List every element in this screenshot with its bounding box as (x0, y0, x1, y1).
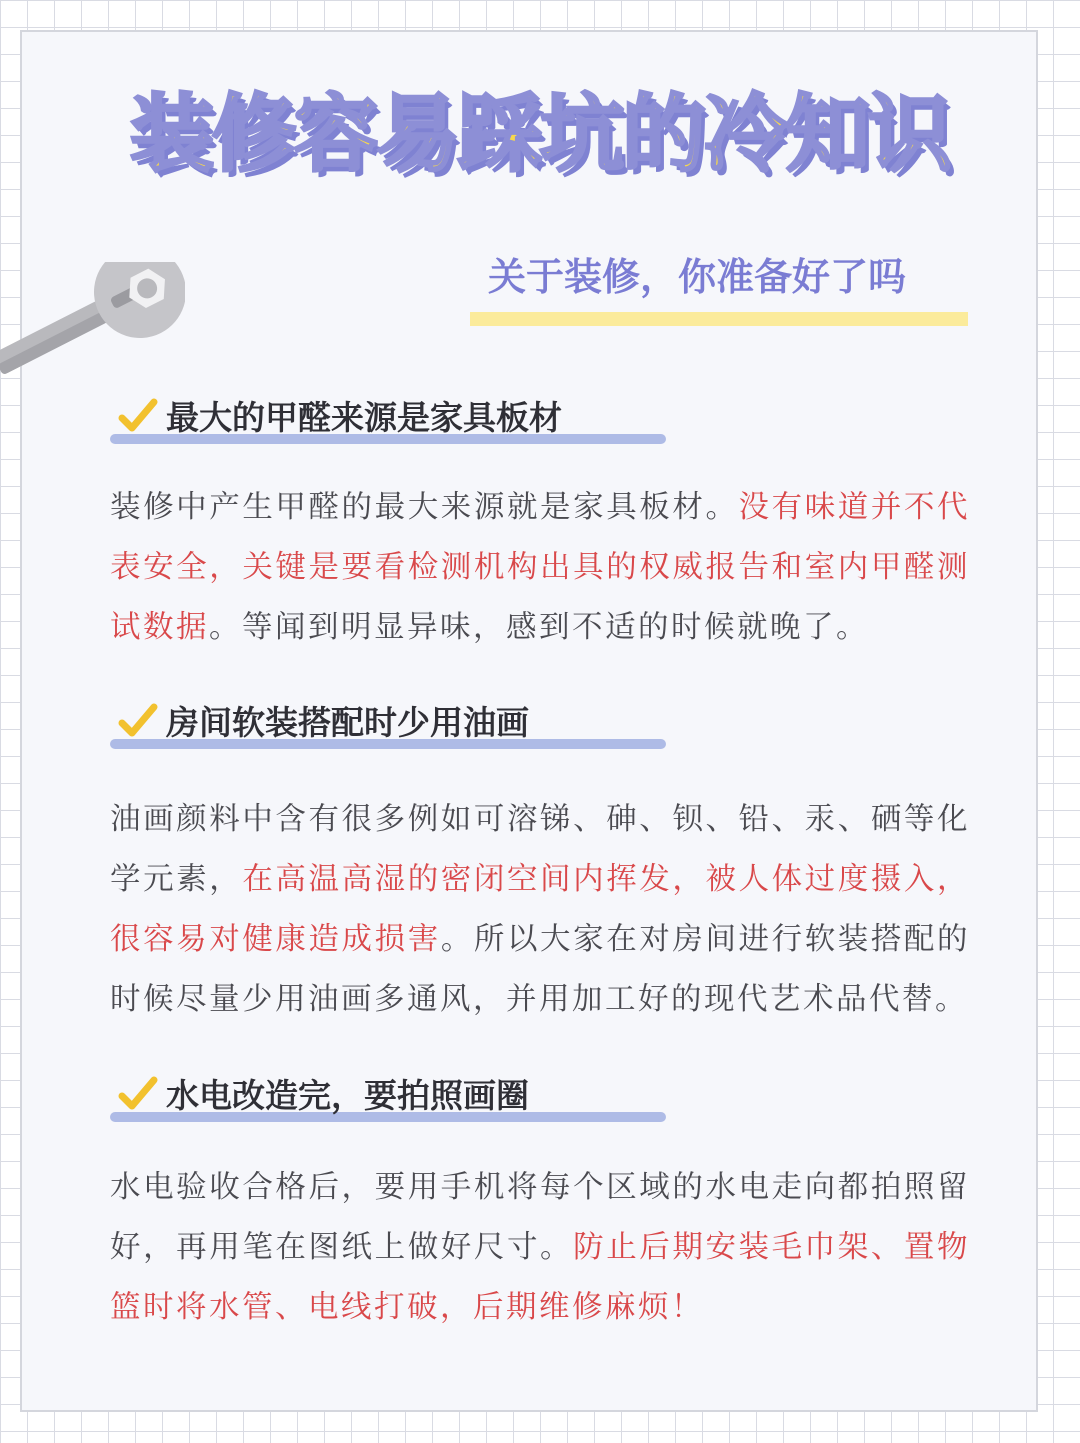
page-subtitle: 关于装修，你准备好了吗 (488, 255, 907, 299)
paragraph-text: 。所以大家在对房间进行软装搭配的时候尽量少用油画多通风，并用加工好的现代艺术品代替。 (110, 922, 971, 1017)
section-paragraph-oil-painting (110, 790, 970, 1030)
paragraph-text: 水电验收合格后，要用手机将每个区域的水电走向都拍照留好，再用笔在图纸上做好尺寸。 (110, 1170, 970, 1265)
section-paragraph-formaldehyde (110, 478, 970, 658)
section-heading-text: 水电改造完，要拍照画圈 (166, 1076, 529, 1115)
page-title: 装修容易踩坑的冷知识 (129, 85, 950, 183)
wrench-icon (0, 262, 185, 412)
paragraph-highlight: 没有味道并不代表安全，关键是要看检测机构出具的权威报告和室内甲醛测试数据 (110, 490, 971, 645)
paragraph-highlight: 防止后期安装毛巾架、置物篮时将水管、电线打破，后期维修麻烦！ (110, 1230, 971, 1325)
section-heading-oil-painting (110, 697, 670, 749)
paragraph-text: 装修中产生甲醛的最大来源就是家具板材。 (110, 490, 739, 525)
subtitle-highlight (470, 312, 968, 326)
paragraph-highlight: 在高温高湿的密闭空间内挥发，被人体过度摄入，很容易对健康造成损害 (110, 862, 971, 957)
checkmark-icon (118, 1076, 158, 1112)
section-heading-text: 最大的甲醛来源是家具板材 (166, 398, 562, 437)
section-paragraph-plumbing (110, 1158, 970, 1338)
checkmark-icon (118, 398, 158, 434)
checkmark-icon (118, 703, 158, 739)
section-heading-text: 房间软装搭配时少用油画 (166, 703, 529, 742)
section-heading-plumbing (110, 1070, 670, 1122)
paragraph-text: 油画颜料中含有很多例如可溶锑、砷、钡、铅、汞、硒等化学元素， (110, 802, 970, 897)
section-heading-formaldehyde (110, 392, 670, 444)
paragraph-text: 。等闻到明显异味，感到不适的时候就晚了。 (209, 610, 869, 645)
